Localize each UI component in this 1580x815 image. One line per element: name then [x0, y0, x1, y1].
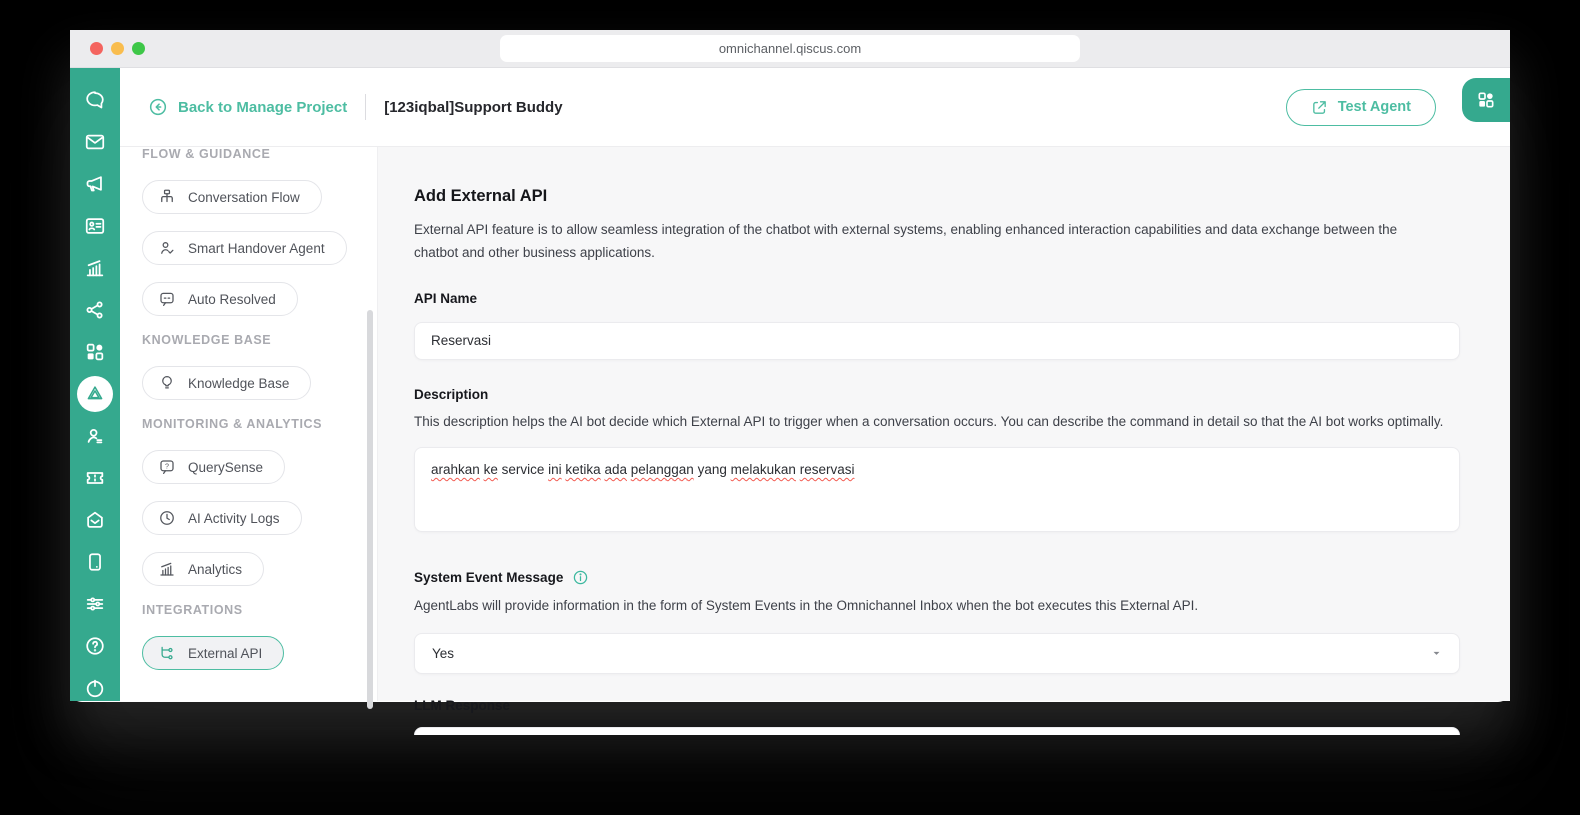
external-api-icon [158, 644, 176, 662]
flow-icon [158, 188, 176, 206]
url-text: omnichannel.qiscus.com [718, 41, 862, 56]
handover-agent-icon [158, 239, 176, 257]
sidebar-item-label: Knowledge Base [188, 375, 290, 391]
description-helper: This description helps the AI bot decide which External API to trigger when a conversation occurs. You can describe the command in detail so that the AI bot works optimally. [414, 413, 1444, 429]
zoom-window-button[interactable] [132, 42, 145, 55]
sidebar-item-knowledge-base[interactable] [142, 366, 311, 400]
test-agent-label: Test Agent [1337, 99, 1411, 115]
sidebar-item-label: AI Activity Logs [188, 510, 280, 526]
minimize-window-button[interactable] [111, 42, 124, 55]
info-icon[interactable] [572, 569, 589, 586]
browser-chrome [70, 30, 1510, 68]
browser-window [70, 30, 1510, 714]
primary-icon-rail [70, 68, 120, 701]
sidebar-section-monitoring-analytics: MONITORING & ANALYTICS [142, 417, 323, 431]
traffic-lights [90, 42, 145, 55]
auto-resolved-icon [158, 290, 176, 308]
test-agent-button[interactable] [1286, 89, 1436, 126]
analytics-icon [158, 560, 176, 578]
sidebar-item-label: Smart Handover Agent [188, 240, 325, 256]
qiscus-logo-icon[interactable] [84, 89, 106, 111]
sidebar-section-integrations: INTEGRATIONS [142, 603, 243, 617]
sidebar-scrollbar-thumb[interactable] [367, 310, 373, 709]
grid-icon [1476, 90, 1496, 110]
main-content [378, 147, 1510, 714]
sidebar-item-smart-handover-agent[interactable] [142, 231, 347, 265]
header-divider [365, 94, 366, 120]
back-link-label: Back to Manage Project [178, 98, 348, 116]
description-textarea[interactable] [414, 447, 1460, 532]
sidebar-item-label: QuerySense [188, 459, 264, 475]
description-label: Description [414, 386, 489, 402]
settings-sliders-icon[interactable] [84, 593, 106, 615]
broadcast-megaphone-icon[interactable] [84, 173, 106, 195]
api-name-label: API Name [414, 290, 478, 306]
back-to-manage-project-link[interactable] [148, 97, 347, 117]
activity-logs-icon [158, 509, 176, 527]
api-name-input[interactable] [414, 322, 1460, 360]
share-integration-icon[interactable] [84, 299, 106, 321]
knowledge-base-icon [158, 374, 176, 392]
close-window-button[interactable] [90, 42, 103, 55]
external-link-icon [1311, 99, 1328, 116]
page-intro: External API feature is to allow seamless integration of the chatbot with external systems, enabling enhanced interaction capabilities and data exchange between the chatbot and other business applications. [414, 222, 1398, 260]
page-title: Add External API [414, 187, 548, 205]
system-event-select[interactable] [414, 633, 1460, 674]
mobile-app-icon[interactable] [84, 551, 106, 573]
sidebar-item-querysense[interactable] [142, 450, 285, 484]
sidebar-item-auto-resolved[interactable] [142, 282, 298, 316]
llm-response-label: LLM Response [414, 698, 511, 714]
sidebar-item-analytics[interactable] [142, 552, 264, 586]
sidebar-item-label: Conversation Flow [188, 189, 300, 205]
sidebar-item-label: External API [188, 645, 263, 661]
analytics-chart-icon[interactable] [84, 257, 106, 279]
description-value: arahkan ke service ini ketika ada pelanggan yang melakukan reservasi [431, 462, 855, 478]
app-header [120, 68, 1510, 147]
sidebar-item-label: Auto Resolved [188, 291, 276, 307]
sidebar-item-ai-activity-logs[interactable] [142, 501, 302, 535]
help-icon[interactable] [84, 635, 106, 657]
system-event-message-label: System Event Message [414, 570, 564, 586]
agents-person-icon[interactable] [84, 425, 106, 447]
ai-agent-icon[interactable] [77, 376, 113, 412]
apps-launcher-fab[interactable] [1462, 78, 1510, 122]
back-circle-arrow-icon [148, 97, 168, 117]
chevron-down-icon [1431, 648, 1442, 659]
mail-icon[interactable] [84, 131, 106, 153]
project-title: [123iqbal]Support Buddy [384, 98, 563, 116]
sidebar-section-flow-guidance: FLOW & GUIDANCE [142, 147, 271, 161]
apps-grid-icon[interactable] [84, 341, 106, 363]
system-event-value: Yes [432, 646, 455, 662]
sidebar-item-external-api[interactable] [142, 636, 284, 670]
svg-text:?: ? [165, 462, 169, 471]
llm-response-field-partial[interactable] [414, 727, 1460, 735]
querysense-icon [158, 458, 176, 476]
sidebar-item-label: Analytics [188, 561, 243, 577]
contacts-card-icon[interactable] [84, 215, 106, 237]
sidebar [120, 147, 378, 701]
sidebar-section-knowledge-base: KNOWLEDGE BASE [142, 333, 272, 347]
system-event-helper: AgentLabs will provide information in the form of System Events in the Omnichannel Inbox when the bot executes this External API. [414, 598, 1199, 614]
api-name-value: Reservasi [431, 333, 492, 349]
power-icon[interactable] [84, 677, 106, 699]
address-bar[interactable] [500, 35, 1080, 62]
inbox-icon[interactable] [84, 509, 106, 531]
sidebar-item-conversation-flow[interactable] [142, 180, 322, 214]
ticketing-icon[interactable] [84, 467, 106, 489]
